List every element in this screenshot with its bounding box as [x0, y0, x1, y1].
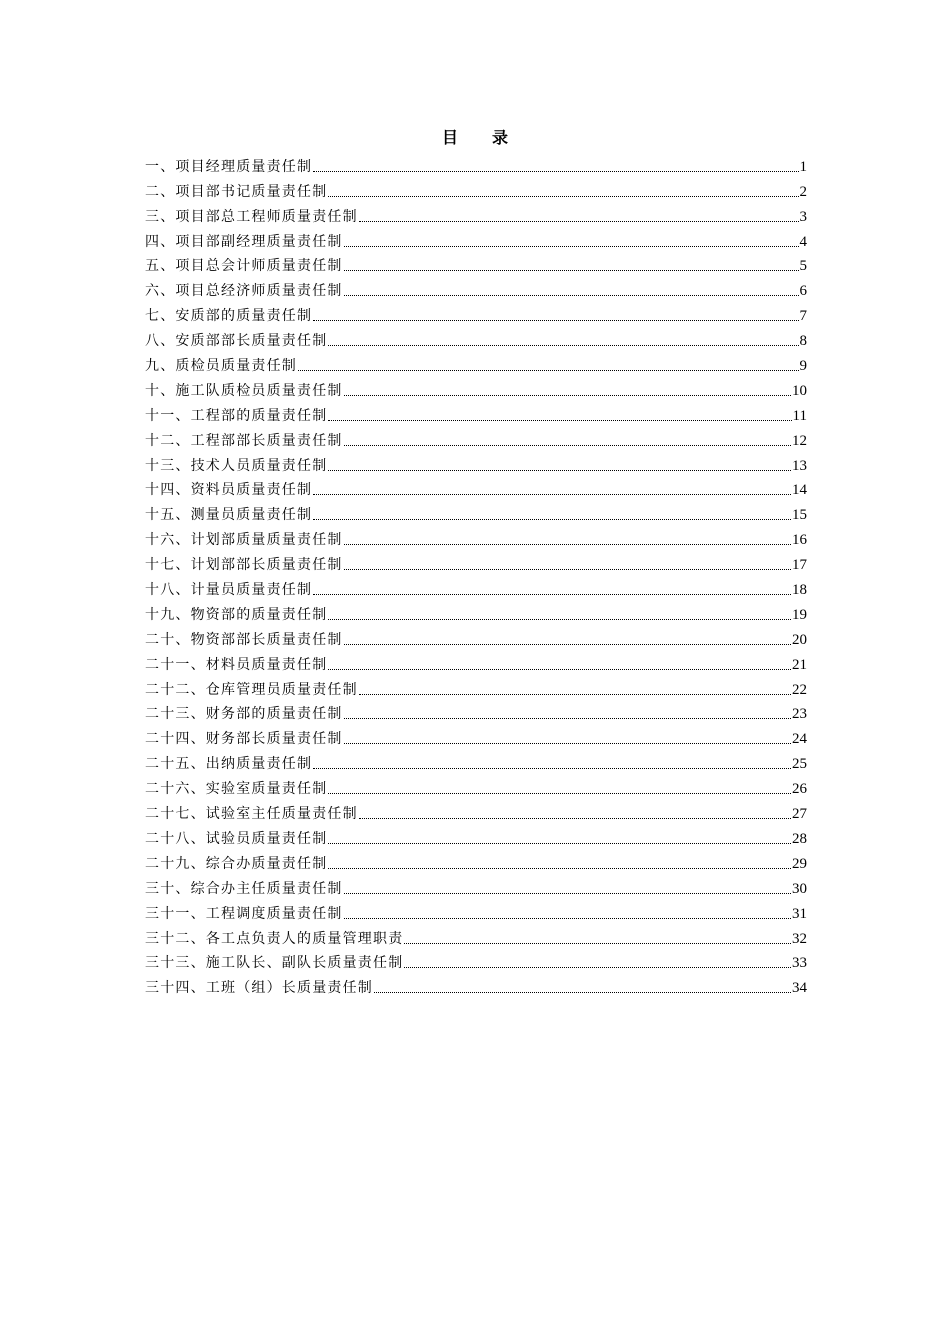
toc-title-right: 录 — [492, 128, 509, 147]
toc-title-left: 目 — [441, 128, 458, 147]
toc-entry[interactable] — [145, 500, 807, 525]
toc-dot-leader — [328, 619, 791, 620]
toc-entry-page-number: 7 — [799, 308, 807, 325]
toc-entry[interactable] — [145, 376, 807, 401]
toc-entry[interactable] — [145, 575, 807, 600]
toc-entry[interactable] — [145, 774, 807, 799]
toc-dot-leader — [313, 494, 791, 495]
toc-entry-label: 三十四、工班（组）长质量责任制 — [145, 980, 373, 997]
toc-entry-page-number: 19 — [792, 606, 807, 623]
toc-dot-leader — [328, 470, 791, 471]
toc-entry-page-number: 27 — [792, 806, 807, 823]
toc-entry-label: 十四、资料员质量责任制 — [145, 482, 313, 499]
toc-entry-label: 二十七、试验室主任质量责任制 — [145, 806, 358, 823]
toc-entry-label: 三、项目部总工程师质量责任制 — [145, 208, 358, 225]
toc-entry[interactable] — [145, 152, 807, 177]
toc-dot-leader — [328, 420, 791, 421]
toc-entry[interactable] — [145, 426, 807, 451]
toc-dot-leader — [313, 171, 798, 172]
toc-entry[interactable] — [145, 476, 807, 501]
toc-entry[interactable] — [145, 700, 807, 725]
toc-entry[interactable] — [145, 202, 807, 227]
toc-entry-page-number: 15 — [792, 507, 807, 524]
toc-entry[interactable] — [145, 949, 807, 974]
toc-entry[interactable] — [145, 899, 807, 924]
toc-entry-label: 十二、工程部部长质量责任制 — [145, 432, 343, 449]
toc-entry-label: 十七、计划部部长质量责任制 — [145, 557, 343, 574]
toc-entry-page-number: 31 — [792, 905, 807, 922]
toc-entry[interactable] — [145, 525, 807, 550]
toc-dot-leader — [344, 445, 791, 446]
toc-entry[interactable] — [145, 824, 807, 849]
toc-entry-page-number: 26 — [792, 781, 807, 798]
toc-dot-leader — [313, 519, 791, 520]
toc-entry[interactable] — [145, 650, 807, 675]
toc-dot-leader — [359, 221, 799, 222]
toc-entry-label: 九、质检员质量责任制 — [145, 358, 297, 375]
toc-dot-leader — [328, 793, 791, 794]
toc-entry-page-number: 4 — [799, 233, 807, 250]
toc-dot-leader — [313, 594, 791, 595]
toc-entry[interactable] — [145, 600, 807, 625]
toc-entry[interactable] — [145, 724, 807, 749]
toc-dot-leader — [328, 345, 798, 346]
toc-entry-label: 三十一、工程调度质量责任制 — [145, 905, 343, 922]
toc-dot-leader — [344, 270, 799, 271]
toc-entry-page-number: 1 — [799, 158, 807, 175]
toc-entry-label: 三十三、施工队长、副队长质量责任制 — [145, 955, 404, 972]
toc-entry-label: 五、项目总会计师质量责任制 — [145, 258, 343, 275]
toc-entry[interactable] — [145, 799, 807, 824]
toc-entry[interactable] — [145, 849, 807, 874]
toc-entry[interactable] — [145, 276, 807, 301]
toc-entry-page-number: 21 — [792, 656, 807, 673]
toc-entry[interactable] — [145, 252, 807, 277]
toc-entry-page-number: 13 — [792, 457, 807, 474]
toc-entry-label: 四、项目部副经理质量责任制 — [145, 233, 343, 250]
toc-entry[interactable] — [145, 351, 807, 376]
toc-entry-label: 二十二、仓库管理员质量责任制 — [145, 681, 358, 698]
toc-entry-page-number: 17 — [792, 557, 807, 574]
toc-entry-label: 二十八、试验员质量责任制 — [145, 830, 328, 847]
toc-dot-leader — [328, 669, 791, 670]
toc-entry-label: 八、安质部部长质量责任制 — [145, 333, 328, 350]
toc-entry-label: 二十一、材料员质量责任制 — [145, 656, 328, 673]
toc-entry-label: 二十六、实验室质量责任制 — [145, 781, 328, 798]
toc-dot-leader — [344, 743, 791, 744]
toc-entry-page-number: 2 — [799, 183, 807, 200]
toc-dot-leader — [344, 544, 791, 545]
toc-entry[interactable] — [145, 301, 807, 326]
toc-entry-page-number: 16 — [792, 532, 807, 549]
toc-entry[interactable] — [145, 401, 807, 426]
toc-entry-label: 七、安质部的质量责任制 — [145, 308, 313, 325]
toc-entry-page-number: 30 — [792, 880, 807, 897]
toc-entry-label: 二十、物资部部长质量责任制 — [145, 631, 343, 648]
toc-entry-label: 二十五、出纳质量责任制 — [145, 756, 313, 773]
toc-entry-page-number: 3 — [799, 208, 807, 225]
toc-dot-leader — [359, 818, 791, 819]
toc-entry-page-number: 10 — [792, 382, 807, 399]
toc-dot-leader — [328, 868, 791, 869]
toc-entry[interactable] — [145, 675, 807, 700]
toc-entry-page-number: 11 — [792, 407, 807, 424]
toc-entry-label: 三十、综合办主任质量责任制 — [145, 880, 343, 897]
toc-dot-leader — [298, 370, 799, 371]
toc-entry[interactable] — [145, 550, 807, 575]
toc-entry-page-number: 23 — [792, 706, 807, 723]
toc-dot-leader — [313, 320, 798, 321]
toc-entry[interactable] — [145, 749, 807, 774]
toc-entry-label: 二十三、财务部的质量责任制 — [145, 706, 343, 723]
toc-entry-page-number: 6 — [799, 283, 807, 300]
toc-entry-label: 一、项目经理质量责任制 — [145, 158, 313, 175]
toc-entry-page-number: 28 — [792, 830, 807, 847]
toc-entry-page-number: 34 — [792, 980, 807, 997]
toc-dot-leader — [344, 918, 791, 919]
toc-dot-leader — [344, 644, 791, 645]
toc-dot-leader — [313, 768, 791, 769]
toc-entry-page-number: 25 — [792, 756, 807, 773]
toc-entry-label: 十一、工程部的质量责任制 — [145, 407, 328, 424]
toc-title — [0, 128, 950, 148]
toc-dot-leader — [344, 893, 791, 894]
toc-entry-label: 六、项目总经济师质量责任制 — [145, 283, 343, 300]
toc-entry-label: 十三、技术人员质量责任制 — [145, 457, 328, 474]
table-of-contents — [145, 152, 807, 998]
toc-dot-leader — [328, 196, 798, 197]
toc-entry-page-number: 8 — [799, 333, 807, 350]
toc-entry-page-number: 12 — [792, 432, 807, 449]
toc-entry[interactable] — [145, 177, 807, 202]
toc-entry[interactable] — [145, 227, 807, 252]
toc-entry[interactable] — [145, 625, 807, 650]
toc-entry-label: 十、施工队质检员质量责任制 — [145, 382, 343, 399]
toc-entry-page-number: 9 — [799, 358, 807, 375]
toc-dot-leader — [404, 943, 791, 944]
toc-entry[interactable] — [145, 874, 807, 899]
toc-dot-leader — [344, 569, 791, 570]
toc-entry[interactable] — [145, 326, 807, 351]
toc-entry-page-number: 24 — [792, 731, 807, 748]
toc-entry-page-number: 18 — [792, 582, 807, 599]
toc-dot-leader — [344, 718, 791, 719]
toc-entry-label: 十五、测量员质量责任制 — [145, 507, 313, 524]
toc-entry[interactable] — [145, 924, 807, 949]
toc-entry-page-number: 32 — [792, 930, 807, 947]
toc-entry-label: 二十九、综合办质量责任制 — [145, 855, 328, 872]
toc-entry-label: 十九、物资部的质量责任制 — [145, 606, 328, 623]
toc-entry-label: 二十四、财务部长质量责任制 — [145, 731, 343, 748]
toc-entry-page-number: 33 — [792, 955, 807, 972]
toc-entry-page-number: 29 — [792, 855, 807, 872]
toc-dot-leader — [344, 246, 799, 247]
toc-entry-page-number: 5 — [799, 258, 807, 275]
toc-entry-label: 十六、计划部质量质量责任制 — [145, 532, 343, 549]
toc-dot-leader — [328, 843, 791, 844]
toc-entry-label: 二、项目部书记质量责任制 — [145, 183, 328, 200]
toc-dot-leader — [404, 967, 791, 968]
toc-entry-label: 三十二、各工点负责人的质量管理职责 — [145, 930, 404, 947]
toc-entry-page-number: 14 — [792, 482, 807, 499]
toc-dot-leader — [344, 395, 791, 396]
toc-entry-label: 十八、计量员质量责任制 — [145, 582, 313, 599]
toc-entry[interactable] — [145, 451, 807, 476]
toc-dot-leader — [359, 694, 791, 695]
toc-entry[interactable] — [145, 973, 807, 998]
toc-entry-page-number: 22 — [792, 681, 807, 698]
toc-entry-page-number: 20 — [792, 631, 807, 648]
toc-dot-leader — [374, 992, 791, 993]
toc-dot-leader — [344, 295, 799, 296]
